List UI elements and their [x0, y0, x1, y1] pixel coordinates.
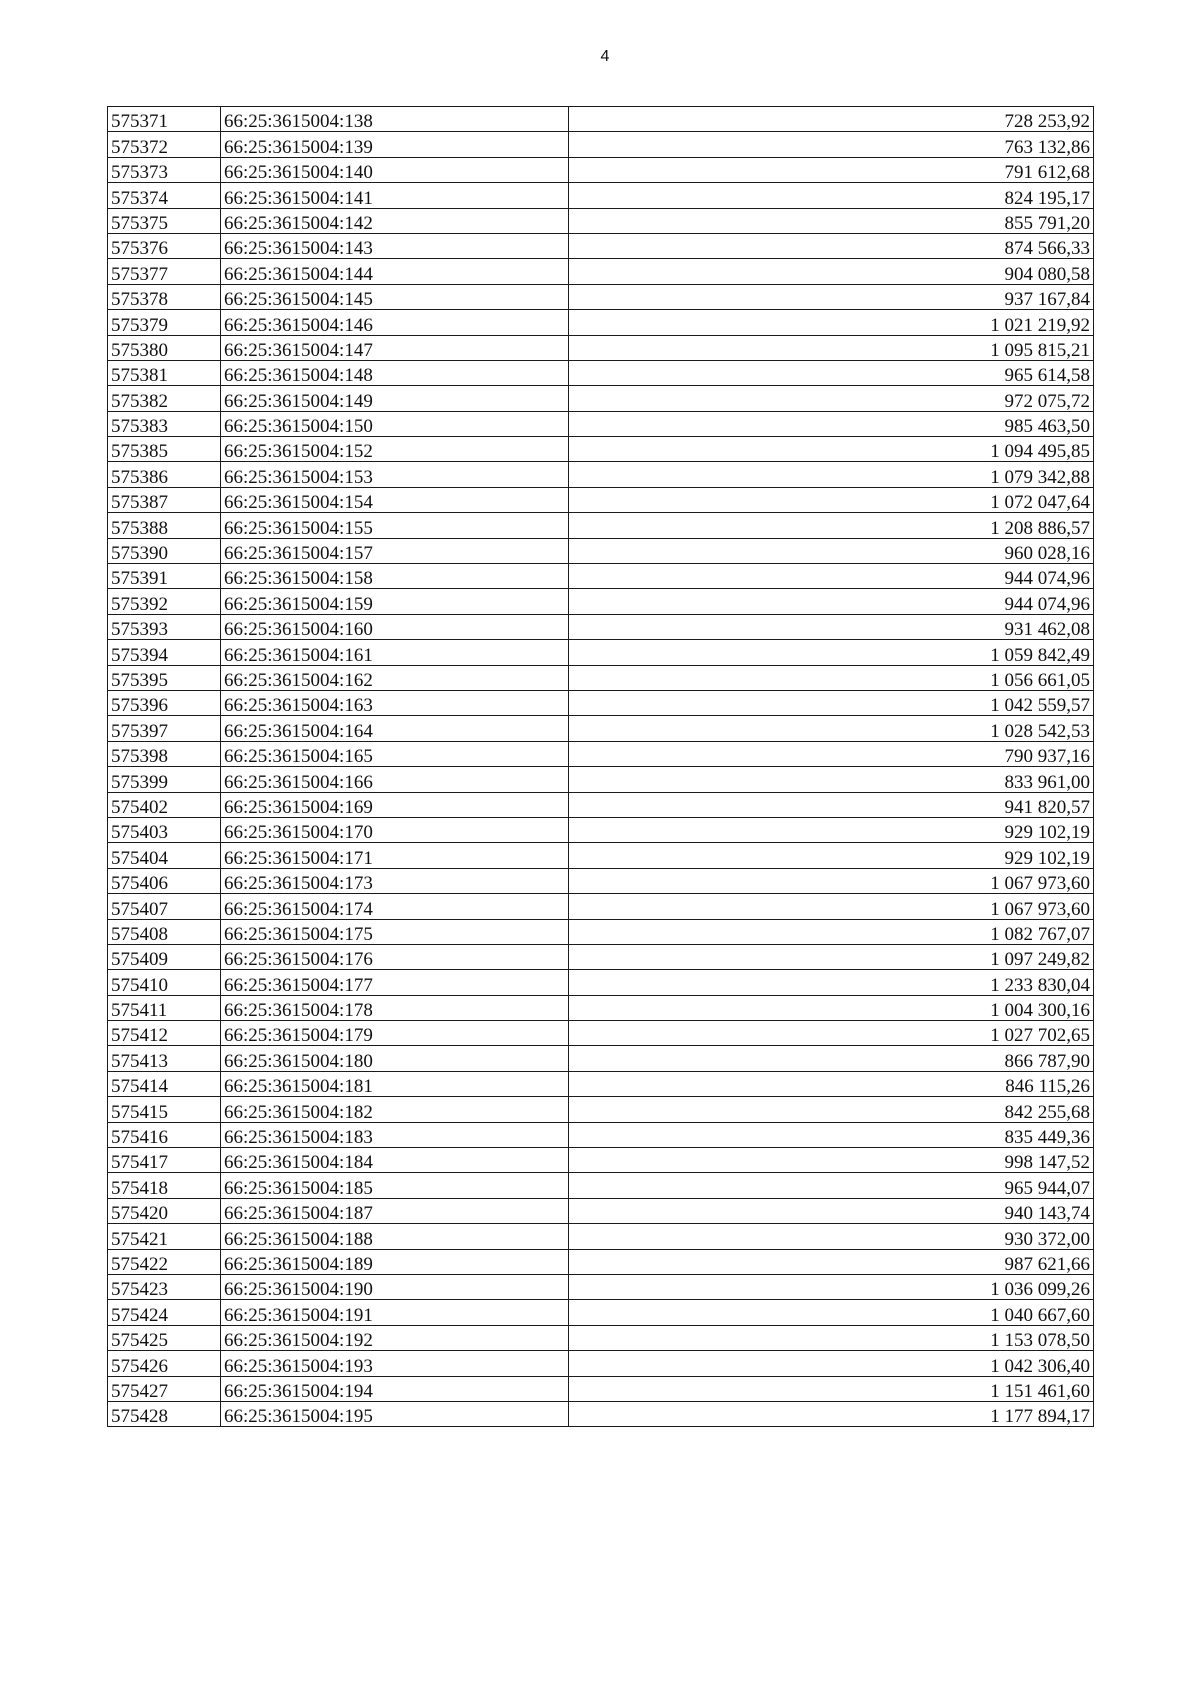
table-row [108, 690, 1094, 715]
value-cell: 965 944,07 [569, 1173, 1094, 1198]
table-row [108, 1173, 1094, 1198]
row-id-cell: 575427 [108, 1376, 221, 1401]
value-cell: 1 082 767,07 [569, 919, 1094, 944]
table-row [108, 792, 1094, 817]
table-row [108, 1071, 1094, 1096]
value-cell: 846 115,26 [569, 1071, 1094, 1096]
cadastral-number-cell: 66:25:3615004:173 [221, 868, 569, 893]
table-row [108, 233, 1094, 258]
cadastral-number-cell: 66:25:3615004:164 [221, 716, 569, 741]
cadastral-number-cell: 66:25:3615004:160 [221, 614, 569, 639]
row-id-cell: 575411 [108, 995, 221, 1020]
cadastral-number-cell: 66:25:3615004:158 [221, 564, 569, 589]
value-cell: 790 937,16 [569, 741, 1094, 766]
table-row [108, 1148, 1094, 1173]
value-cell: 824 195,17 [569, 183, 1094, 208]
table-row [108, 1224, 1094, 1249]
value-cell: 929 102,19 [569, 817, 1094, 842]
cadastral-number-cell: 66:25:3615004:153 [221, 462, 569, 487]
value-cell: 1 004 300,16 [569, 995, 1094, 1020]
table-row [108, 437, 1094, 462]
row-id-cell: 575379 [108, 310, 221, 335]
cadastral-number-cell: 66:25:3615004:169 [221, 792, 569, 817]
row-id-cell: 575409 [108, 944, 221, 969]
cadastral-number-cell: 66:25:3615004:170 [221, 817, 569, 842]
table-row [108, 208, 1094, 233]
table-row [108, 360, 1094, 385]
cadastral-number-cell: 66:25:3615004:190 [221, 1274, 569, 1299]
table-row [108, 157, 1094, 182]
row-id-cell: 575393 [108, 614, 221, 639]
row-id-cell: 575373 [108, 157, 221, 182]
row-id-cell: 575375 [108, 208, 221, 233]
value-cell: 931 462,08 [569, 614, 1094, 639]
row-id-cell: 575428 [108, 1401, 221, 1426]
row-id-cell: 575425 [108, 1325, 221, 1350]
cadastral-number-cell: 66:25:3615004:174 [221, 894, 569, 919]
table-row [108, 538, 1094, 563]
row-id-cell: 575424 [108, 1300, 221, 1325]
table-row [108, 665, 1094, 690]
value-cell: 930 372,00 [569, 1224, 1094, 1249]
value-cell: 1 042 559,57 [569, 690, 1094, 715]
row-id-cell: 575416 [108, 1122, 221, 1147]
value-cell: 937 167,84 [569, 284, 1094, 309]
table-row [108, 1249, 1094, 1274]
table-row [108, 1122, 1094, 1147]
table-row [108, 284, 1094, 309]
cadastral-number-cell: 66:25:3615004:161 [221, 640, 569, 665]
row-id-cell: 575410 [108, 970, 221, 995]
cadastral-number-cell: 66:25:3615004:147 [221, 335, 569, 360]
value-cell: 965 614,58 [569, 360, 1094, 385]
registry-table [107, 106, 1094, 1427]
row-id-cell: 575372 [108, 132, 221, 157]
value-cell: 985 463,50 [569, 411, 1094, 436]
cadastral-number-cell: 66:25:3615004:183 [221, 1122, 569, 1147]
table-row [108, 183, 1094, 208]
table-row [108, 107, 1094, 132]
row-id-cell: 575417 [108, 1148, 221, 1173]
value-cell: 866 787,90 [569, 1046, 1094, 1071]
row-id-cell: 575381 [108, 360, 221, 385]
value-cell: 1 095 815,21 [569, 335, 1094, 360]
table-row [108, 741, 1094, 766]
table-row [108, 868, 1094, 893]
table-row [108, 919, 1094, 944]
value-cell: 763 132,86 [569, 132, 1094, 157]
value-cell: 1 079 342,88 [569, 462, 1094, 487]
table-row [108, 1351, 1094, 1376]
row-id-cell: 575392 [108, 589, 221, 614]
cadastral-number-cell: 66:25:3615004:194 [221, 1376, 569, 1401]
row-id-cell: 575383 [108, 411, 221, 436]
cadastral-number-cell: 66:25:3615004:187 [221, 1198, 569, 1223]
value-cell: 874 566,33 [569, 233, 1094, 258]
table-row [108, 310, 1094, 335]
cadastral-number-cell: 66:25:3615004:144 [221, 259, 569, 284]
table-row [108, 1274, 1094, 1299]
table-row [108, 487, 1094, 512]
cadastral-number-cell: 66:25:3615004:149 [221, 386, 569, 411]
row-id-cell: 575420 [108, 1198, 221, 1223]
row-id-cell: 575374 [108, 183, 221, 208]
cadastral-number-cell: 66:25:3615004:159 [221, 589, 569, 614]
value-cell: 728 253,92 [569, 107, 1094, 132]
table-row [108, 614, 1094, 639]
row-id-cell: 575377 [108, 259, 221, 284]
table-row [108, 970, 1094, 995]
cadastral-number-cell: 66:25:3615004:166 [221, 767, 569, 792]
row-id-cell: 575390 [108, 538, 221, 563]
value-cell: 833 961,00 [569, 767, 1094, 792]
cadastral-number-cell: 66:25:3615004:148 [221, 360, 569, 385]
cadastral-number-cell: 66:25:3615004:182 [221, 1097, 569, 1122]
row-id-cell: 575403 [108, 817, 221, 842]
row-id-cell: 575412 [108, 1021, 221, 1046]
cadastral-number-cell: 66:25:3615004:188 [221, 1224, 569, 1249]
table-row [108, 817, 1094, 842]
value-cell: 1 040 667,60 [569, 1300, 1094, 1325]
row-id-cell: 575423 [108, 1274, 221, 1299]
row-id-cell: 575408 [108, 919, 221, 944]
cadastral-number-cell: 66:25:3615004:189 [221, 1249, 569, 1274]
cadastral-number-cell: 66:25:3615004:152 [221, 437, 569, 462]
value-cell: 1 097 249,82 [569, 944, 1094, 969]
cadastral-number-cell: 66:25:3615004:140 [221, 157, 569, 182]
table-row [108, 513, 1094, 538]
cadastral-number-cell: 66:25:3615004:150 [221, 411, 569, 436]
table-row [108, 1021, 1094, 1046]
value-cell: 940 143,74 [569, 1198, 1094, 1223]
table-row [108, 411, 1094, 436]
row-id-cell: 575386 [108, 462, 221, 487]
cadastral-number-cell: 66:25:3615004:141 [221, 183, 569, 208]
table-row [108, 589, 1094, 614]
value-cell: 1 036 099,26 [569, 1274, 1094, 1299]
table-row [108, 894, 1094, 919]
value-cell: 960 028,16 [569, 538, 1094, 563]
value-cell: 929 102,19 [569, 843, 1094, 868]
value-cell: 1 072 047,64 [569, 487, 1094, 512]
value-cell: 1 067 973,60 [569, 868, 1094, 893]
value-cell: 904 080,58 [569, 259, 1094, 284]
table-row [108, 1046, 1094, 1071]
row-id-cell: 575394 [108, 640, 221, 665]
registry-table-body [108, 107, 1094, 1427]
cadastral-number-cell: 66:25:3615004:179 [221, 1021, 569, 1046]
value-cell: 941 820,57 [569, 792, 1094, 817]
cadastral-number-cell: 66:25:3615004:177 [221, 970, 569, 995]
page-number: 4 [600, 48, 610, 65]
row-id-cell: 575426 [108, 1351, 221, 1376]
value-cell: 1 027 702,65 [569, 1021, 1094, 1046]
value-cell: 1 094 495,85 [569, 437, 1094, 462]
cadastral-number-cell: 66:25:3615004:171 [221, 843, 569, 868]
row-id-cell: 575396 [108, 690, 221, 715]
cadastral-number-cell: 66:25:3615004:139 [221, 132, 569, 157]
row-id-cell: 575399 [108, 767, 221, 792]
cadastral-number-cell: 66:25:3615004:155 [221, 513, 569, 538]
row-id-cell: 575407 [108, 894, 221, 919]
cadastral-number-cell: 66:25:3615004:142 [221, 208, 569, 233]
value-cell: 972 075,72 [569, 386, 1094, 411]
row-id-cell: 575422 [108, 1249, 221, 1274]
value-cell: 1 153 078,50 [569, 1325, 1094, 1350]
table-row [108, 944, 1094, 969]
row-id-cell: 575415 [108, 1097, 221, 1122]
row-id-cell: 575397 [108, 716, 221, 741]
table-row [108, 716, 1094, 741]
value-cell: 855 791,20 [569, 208, 1094, 233]
value-cell: 1 028 542,53 [569, 716, 1094, 741]
row-id-cell: 575406 [108, 868, 221, 893]
table-row [108, 1300, 1094, 1325]
row-id-cell: 575387 [108, 487, 221, 512]
cadastral-number-cell: 66:25:3615004:175 [221, 919, 569, 944]
cadastral-number-cell: 66:25:3615004:192 [221, 1325, 569, 1350]
value-cell: 1 056 661,05 [569, 665, 1094, 690]
row-id-cell: 575388 [108, 513, 221, 538]
table-row [108, 1097, 1094, 1122]
cadastral-number-cell: 66:25:3615004:181 [221, 1071, 569, 1096]
row-id-cell: 575413 [108, 1046, 221, 1071]
row-id-cell: 575421 [108, 1224, 221, 1249]
table-row [108, 132, 1094, 157]
value-cell: 842 255,68 [569, 1097, 1094, 1122]
value-cell: 1 059 842,49 [569, 640, 1094, 665]
table-row [108, 995, 1094, 1020]
row-id-cell: 575395 [108, 665, 221, 690]
value-cell: 944 074,96 [569, 564, 1094, 589]
cadastral-number-cell: 66:25:3615004:162 [221, 665, 569, 690]
table-row [108, 1376, 1094, 1401]
row-id-cell: 575404 [108, 843, 221, 868]
value-cell: 1 021 219,92 [569, 310, 1094, 335]
value-cell: 791 612,68 [569, 157, 1094, 182]
value-cell: 1 151 461,60 [569, 1376, 1094, 1401]
table-row [108, 564, 1094, 589]
row-id-cell: 575414 [108, 1071, 221, 1096]
row-id-cell: 575402 [108, 792, 221, 817]
value-cell: 1 233 830,04 [569, 970, 1094, 995]
cadastral-number-cell: 66:25:3615004:165 [221, 741, 569, 766]
cadastral-number-cell: 66:25:3615004:184 [221, 1148, 569, 1173]
row-id-cell: 575380 [108, 335, 221, 360]
cadastral-number-cell: 66:25:3615004:143 [221, 233, 569, 258]
table-row [108, 843, 1094, 868]
row-id-cell: 575376 [108, 233, 221, 258]
cadastral-number-cell: 66:25:3615004:146 [221, 310, 569, 335]
table-row [108, 767, 1094, 792]
table-row [108, 1401, 1094, 1426]
value-cell: 998 147,52 [569, 1148, 1094, 1173]
value-cell: 1 067 973,60 [569, 894, 1094, 919]
cadastral-number-cell: 66:25:3615004:154 [221, 487, 569, 512]
table-row [108, 1198, 1094, 1223]
table-row [108, 1325, 1094, 1350]
row-id-cell: 575382 [108, 386, 221, 411]
table-row [108, 259, 1094, 284]
value-cell: 944 074,96 [569, 589, 1094, 614]
cadastral-number-cell: 66:25:3615004:180 [221, 1046, 569, 1071]
row-id-cell: 575371 [108, 107, 221, 132]
cadastral-number-cell: 66:25:3615004:195 [221, 1401, 569, 1426]
cadastral-number-cell: 66:25:3615004:163 [221, 690, 569, 715]
value-cell: 1 177 894,17 [569, 1401, 1094, 1426]
value-cell: 987 621,66 [569, 1249, 1094, 1274]
cadastral-number-cell: 66:25:3615004:138 [221, 107, 569, 132]
table-row [108, 640, 1094, 665]
cadastral-number-cell: 66:25:3615004:176 [221, 944, 569, 969]
value-cell: 1 208 886,57 [569, 513, 1094, 538]
row-id-cell: 575418 [108, 1173, 221, 1198]
cadastral-number-cell: 66:25:3615004:157 [221, 538, 569, 563]
cadastral-number-cell: 66:25:3615004:145 [221, 284, 569, 309]
table-row [108, 462, 1094, 487]
cadastral-number-cell: 66:25:3615004:178 [221, 995, 569, 1020]
cadastral-number-cell: 66:25:3615004:193 [221, 1351, 569, 1376]
value-cell: 1 042 306,40 [569, 1351, 1094, 1376]
row-id-cell: 575378 [108, 284, 221, 309]
row-id-cell: 575391 [108, 564, 221, 589]
cadastral-number-cell: 66:25:3615004:191 [221, 1300, 569, 1325]
table-row [108, 386, 1094, 411]
table-row [108, 335, 1094, 360]
value-cell: 835 449,36 [569, 1122, 1094, 1147]
row-id-cell: 575398 [108, 741, 221, 766]
cadastral-number-cell: 66:25:3615004:185 [221, 1173, 569, 1198]
row-id-cell: 575385 [108, 437, 221, 462]
